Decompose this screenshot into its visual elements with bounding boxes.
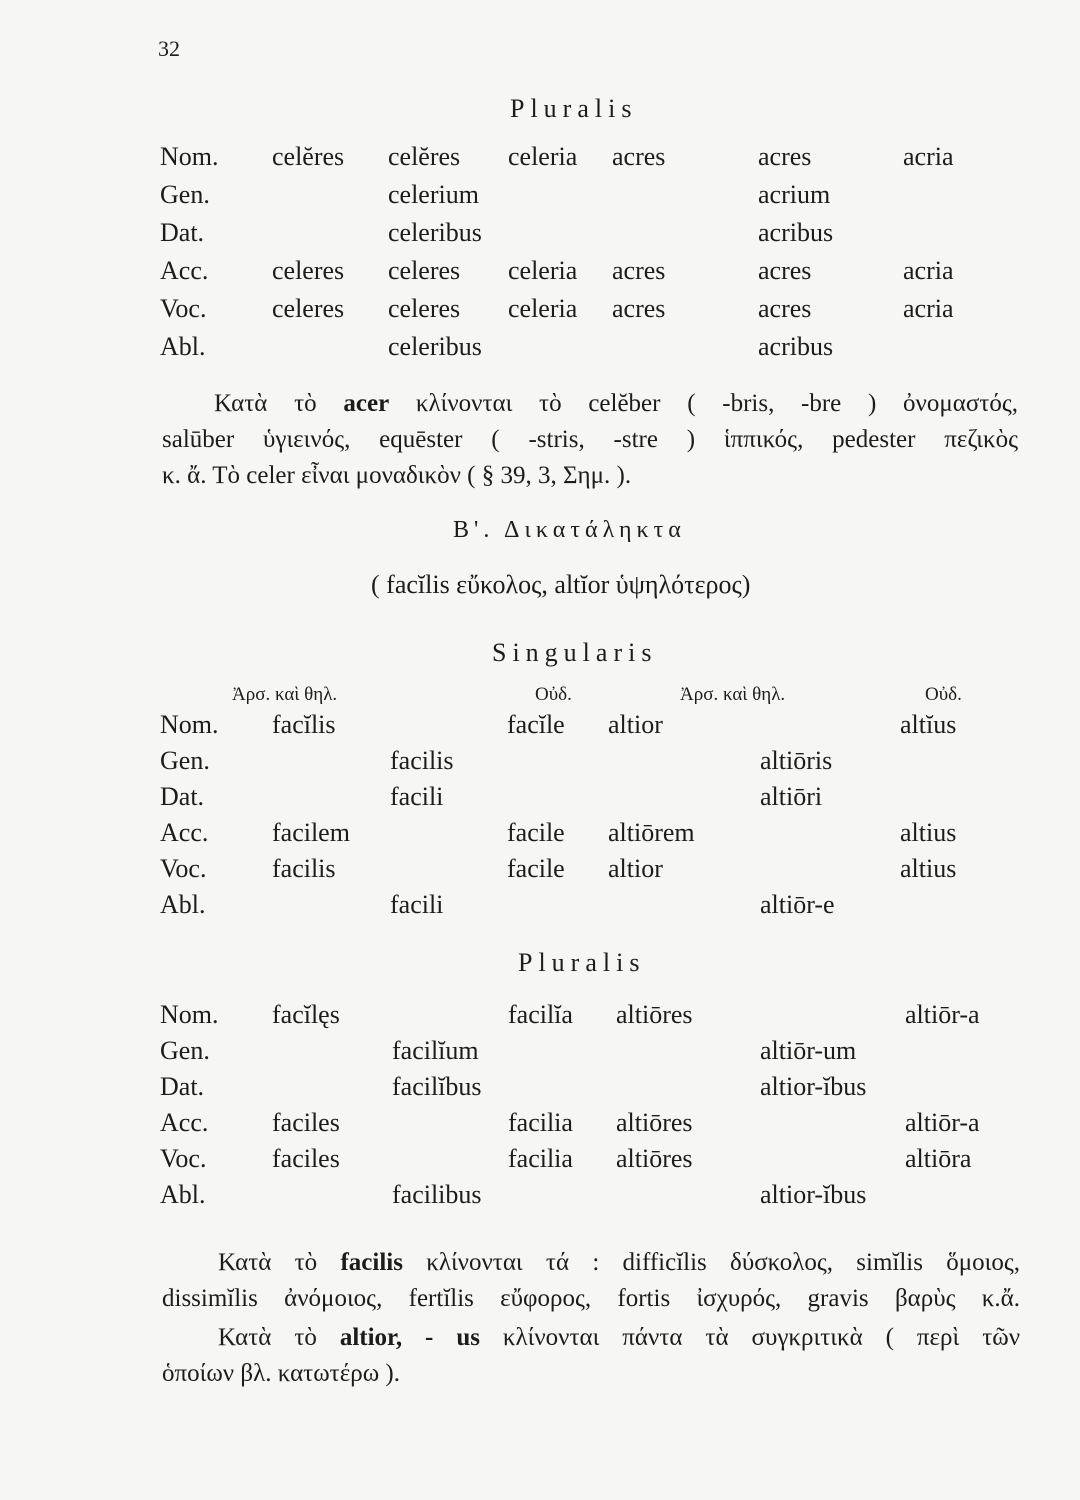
form-cell: acres	[612, 256, 666, 285]
case-label: Acc.	[160, 1108, 209, 1137]
form-cell: altior-ĭbus	[760, 1180, 867, 1209]
form-cell: acribus	[758, 332, 834, 361]
form-cell: acria	[903, 142, 954, 171]
section-b-subtitle: ( facĭlis εὔκολος, altĭor ὑψηλότερος)	[371, 570, 751, 599]
form-cell: celeribus	[388, 332, 482, 361]
form-cell: altior-ĭbus	[760, 1072, 867, 1101]
note-acer-line-1: Κατὰ τὸ acer κλίνονται τὸ celĕber ( -bris, -bre ) ὀνομαστός,	[214, 390, 1019, 417]
form-cell: facilĭbus	[392, 1072, 482, 1101]
pluralis-heading-2: Pluralis	[518, 948, 646, 977]
form-cell: facilĭum	[392, 1036, 479, 1065]
form-cell: facilem	[272, 818, 350, 847]
case-label: Dat.	[160, 1072, 205, 1101]
note-facilis	[162, 1245, 1020, 1317]
form-cell: acres	[612, 294, 666, 323]
form-cell: acres	[612, 142, 666, 171]
form-cell: acribus	[758, 218, 834, 247]
form-cell: altiōrem	[608, 818, 695, 847]
form-cell: altiōris	[760, 746, 833, 775]
case-label: Abl.	[160, 332, 206, 361]
form-cell: altiōr-a	[905, 1108, 980, 1137]
form-cell: facilibus	[392, 1180, 482, 1209]
form-cell: celeria	[508, 142, 578, 171]
case-label: Voc.	[160, 1144, 207, 1173]
form-cell: celeria	[508, 256, 578, 285]
form-cell: facĭle	[507, 710, 565, 739]
form-cell: acrium	[758, 180, 831, 209]
case-label: Gen.	[160, 180, 210, 209]
form-cell: celeres	[272, 294, 345, 323]
form-cell: altiōr-a	[905, 1000, 980, 1029]
note-facilis-line-1: Κατὰ τὸ facilis κλίνονται τά : difficĭlis δύσκολος, simĭlis ὅμοιος,	[218, 1249, 1020, 1276]
form-cell: celeres	[388, 256, 461, 285]
note-acer-line-3: κ. ἄ. Τὸ celer εἶναι μοναδικὸν ( § 39, 3, Σημ. ).	[162, 462, 632, 489]
form-cell: acria	[903, 294, 954, 323]
form-cell: facilĭa	[508, 1000, 573, 1029]
note-acer-keyword: acer	[343, 390, 390, 417]
form-cell: facilis	[390, 746, 454, 775]
form-cell: altiōr-e	[760, 890, 835, 919]
case-label: Acc.	[160, 256, 209, 285]
case-label: Dat.	[160, 782, 205, 811]
form-cell: celerium	[388, 180, 479, 209]
form-cell: altiōres	[616, 1000, 693, 1029]
case-label: Acc.	[160, 818, 209, 847]
form-cell: altius	[900, 854, 957, 883]
form-cell: facĭlęs	[272, 1000, 340, 1029]
form-cell: celĕres	[388, 142, 461, 171]
form-cell: facilis	[272, 854, 336, 883]
note-altior-keyword: altior, - us	[339, 1324, 480, 1351]
singularis-heading: Singularis	[492, 638, 658, 667]
form-cell: acres	[758, 256, 812, 285]
form-cell: facili	[390, 782, 444, 811]
note-altior-line-1: Κατὰ τὸ altior, - us κλίνονται πάντα τὰ συγκριτικὰ ( περὶ τῶν	[218, 1324, 1020, 1351]
page-number: 32	[158, 36, 180, 61]
gender-label-n-2: Οὐδ.	[925, 684, 962, 705]
form-cell: celĕres	[272, 142, 345, 171]
section-b-heading: Β'. Δικατάληκτα	[453, 517, 686, 543]
gender-label-mf: Ἀρσ. καὶ θηλ.	[232, 684, 338, 705]
form-cell: acria	[903, 256, 954, 285]
form-cell: celeres	[272, 256, 345, 285]
form-cell: altior	[608, 710, 663, 739]
case-label: Voc.	[160, 854, 207, 883]
form-cell: altiōri	[760, 782, 823, 811]
form-cell: facile	[507, 854, 565, 883]
form-cell: acres	[758, 142, 812, 171]
form-cell: faciles	[272, 1144, 340, 1173]
case-label: Voc.	[160, 294, 207, 323]
case-label: Gen.	[160, 746, 210, 775]
case-label: Abl.	[160, 1180, 206, 1209]
case-label: Nom.	[160, 1000, 219, 1029]
case-label: Abl.	[160, 890, 206, 919]
note-altior	[162, 1320, 1020, 1392]
note-altior-line-2: ὁποίων βλ. κατωτέρω ).	[162, 1360, 400, 1387]
form-cell: acres	[758, 294, 812, 323]
form-cell: celeribus	[388, 218, 482, 247]
gender-label-n: Οὐδ.	[535, 684, 572, 705]
note-acer	[162, 386, 1018, 494]
form-cell: altius	[900, 818, 957, 847]
note-facilis-line-2: dissimĭlis ἀνόμοιος, fertĭlis εὔφορος, fortis ἰσχυρός, gravis βαρὺς κ.ἄ.	[162, 1285, 1020, 1312]
form-cell: faciles	[272, 1108, 340, 1137]
form-cell: facilia	[508, 1108, 573, 1137]
case-label: Dat.	[160, 218, 205, 247]
case-label: Gen.	[160, 1036, 210, 1065]
form-cell: altĭus	[900, 710, 957, 739]
form-cell: facĭlis	[272, 710, 336, 739]
form-cell: facilia	[508, 1144, 573, 1173]
note-acer-line-2: salūber ὑγιεινός, equēster ( -stris, -stre ) ἱππικός, pedester πεζικὸς	[162, 426, 1018, 453]
pluralis-heading-1: Pluralis	[510, 94, 638, 123]
form-cell: facile	[507, 818, 565, 847]
form-cell: facili	[390, 890, 444, 919]
form-cell: altiōr-um	[760, 1036, 857, 1065]
note-facilis-keyword: facilis	[340, 1249, 403, 1276]
form-cell: altiōra	[905, 1144, 972, 1173]
form-cell: altiōres	[616, 1144, 693, 1173]
form-cell: altior	[608, 854, 663, 883]
gender-label-mf-2: Ἀρσ. καὶ θηλ.	[680, 684, 786, 705]
case-label: Nom.	[160, 142, 219, 171]
form-cell: celeres	[388, 294, 461, 323]
case-label: Nom.	[160, 710, 219, 739]
form-cell: altiōres	[616, 1108, 693, 1137]
form-cell: celeria	[508, 294, 578, 323]
